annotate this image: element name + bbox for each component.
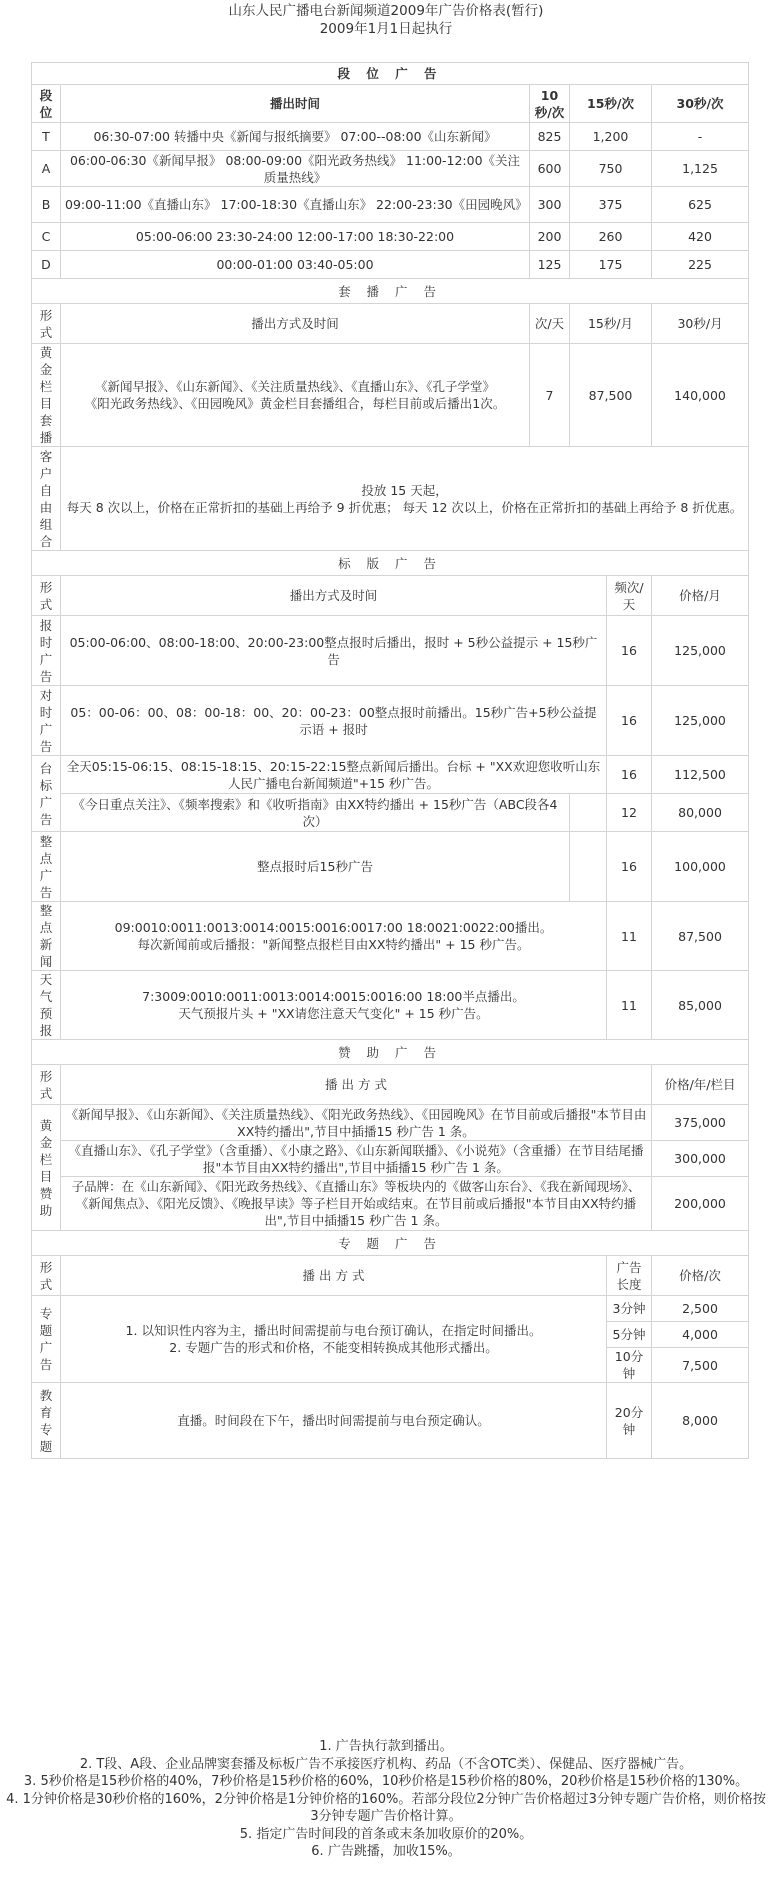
segment-price-10: 300 bbox=[530, 187, 570, 223]
section-header-package: 套 播 广 告 bbox=[32, 279, 749, 304]
segment-price-30: - bbox=[652, 123, 749, 151]
col-airtime: 播出时间 bbox=[61, 85, 530, 123]
segment-time: 00:00-01:00 03:40-05:00 bbox=[61, 251, 530, 279]
weather-line-2: 天气预报片头 + "XX请您注意天气变化" + 15 秒广告。 bbox=[178, 1006, 489, 1021]
hourly-news-price: 87,500 bbox=[652, 902, 749, 971]
segment-price-30: 1,125 bbox=[652, 151, 749, 187]
station-logo-freq-2: 12 bbox=[607, 794, 652, 832]
col-15s-month: 15秒/月 bbox=[570, 304, 652, 344]
section-header-standard: 标 版 广 告 bbox=[32, 551, 749, 576]
station-logo-label: 台 标 广 告 bbox=[32, 756, 61, 832]
segment-price-15: 1,200 bbox=[570, 123, 652, 151]
segment-row bbox=[32, 251, 749, 279]
section-header-feature: 专 题 广 告 bbox=[32, 1231, 749, 1256]
segment-time: 09:00-11:00《直播山东》 17:00-18:30《直播山东》 22:00-23:30《田园晚风》 bbox=[61, 187, 530, 223]
pre-signal-freq: 16 bbox=[607, 686, 652, 756]
station-logo-blank bbox=[570, 794, 607, 832]
time-signal-price: 125,000 bbox=[652, 616, 749, 686]
standard-row bbox=[32, 756, 749, 794]
station-logo-price-1: 112,500 bbox=[652, 756, 749, 794]
weather-freq: 11 bbox=[607, 971, 652, 1040]
time-signal-text: 05:00-06:00、08:00-18:00、20:00-23:00整点报时后播出，报时 + 5秒公益提示 + 15秒广告 bbox=[61, 616, 607, 686]
col-method: 播 出 方 式 bbox=[61, 1065, 652, 1105]
feature-text bbox=[61, 1296, 607, 1383]
col-15s: 15秒/次 bbox=[570, 85, 652, 123]
weather-text bbox=[61, 971, 607, 1040]
col-30s: 30秒/次 bbox=[652, 85, 749, 123]
segment-price-30: 420 bbox=[652, 223, 749, 251]
segment-label: C bbox=[32, 223, 61, 251]
segment-price-15: 175 bbox=[570, 251, 652, 279]
page-title bbox=[0, 2, 772, 38]
package-header-row bbox=[32, 304, 749, 344]
segment-price-10: 825 bbox=[530, 123, 570, 151]
segment-row bbox=[32, 123, 749, 151]
custom-combo-text bbox=[61, 447, 749, 551]
col-form: 形 式 bbox=[32, 1065, 61, 1105]
segment-price-10: 600 bbox=[530, 151, 570, 187]
feature-length: 5分钟 bbox=[607, 1322, 652, 1348]
hourly-news-label: 整 点 新 闻 bbox=[32, 902, 61, 971]
title-line-1: 山东人民广播电台新闻频道2009年广告价格表(暂行) bbox=[228, 3, 544, 19]
golden-package-method bbox=[61, 344, 530, 447]
segment-price-10: 125 bbox=[530, 251, 570, 279]
segment-label: A bbox=[32, 151, 61, 187]
hourly-ad-freq: 16 bbox=[607, 832, 652, 902]
col-segment: 段 位 bbox=[32, 85, 61, 123]
segment-time: 06:00-06:30《新闻早报》 08:00-09:00《阳光政务热线》 11:00-12:00《关注质量热线》 bbox=[61, 151, 530, 187]
section-header-segment: 段 位 广 告 bbox=[32, 63, 749, 85]
segment-price-15: 750 bbox=[570, 151, 652, 187]
notes bbox=[0, 1738, 772, 1861]
title-line-2: 2009年1月1日起执行 bbox=[319, 21, 453, 37]
feature-length: 10分钟 bbox=[607, 1348, 652, 1383]
sponsor-text: 《直播山东》、《孔子学堂》（含重播）、《小康之路》、《山东新闻联播》、《小说苑》（含重播）在节目结尾播报"本节目由XX特约播出",节目中插播15 秒广告 1 条。 bbox=[61, 1141, 652, 1177]
standard-row bbox=[32, 616, 749, 686]
golden-package-15: 87,500 bbox=[570, 344, 652, 447]
segment-row bbox=[32, 151, 749, 187]
col-method: 播 出 方 式 bbox=[61, 1256, 607, 1296]
segment-price-15: 260 bbox=[570, 223, 652, 251]
segment-header-row bbox=[32, 85, 749, 123]
sponsor-row bbox=[32, 1105, 749, 1141]
segment-label: T bbox=[32, 123, 61, 151]
price-table-wrapper bbox=[31, 62, 748, 1459]
standard-row bbox=[32, 686, 749, 756]
golden-package-freq: 7 bbox=[530, 344, 570, 447]
segment-row bbox=[32, 223, 749, 251]
feature-price: 2,500 bbox=[652, 1296, 749, 1322]
education-row bbox=[32, 1383, 749, 1459]
education-label: 教 育 专 题 bbox=[32, 1383, 61, 1459]
segment-time: 05:00-06:00 23:30-24:00 12:00-17:00 18:30-22:00 bbox=[61, 223, 530, 251]
feature-price: 7,500 bbox=[652, 1348, 749, 1383]
weather-price: 85,000 bbox=[652, 971, 749, 1040]
col-method: 播出方式及时间 bbox=[61, 576, 607, 616]
hourly-ad-blank bbox=[570, 832, 607, 902]
sponsor-text: 《新闻早报》、《山东新闻》、《关注质量热线》、《阳光政务热线》、《田园晚风》在节目前或后播报"本节目由XX特约播出",节目中插播15 秒广告 1 条。 bbox=[61, 1105, 652, 1141]
note-item: 4. 1分钟价格是30秒价格的160%，2分钟价格是1分钟价格的160%。若部分段位2分钟广告价格超过3分钟专题广告价格，则价格按3分钟专题广告价格计算。 bbox=[6, 1791, 766, 1824]
golden-package-line-1: 《新闻早报》、《山东新闻》、《关注质量热线》、《直播山东》、《孔子学堂》 bbox=[94, 379, 495, 394]
section-header-sponsor: 赞 助 广 告 bbox=[32, 1040, 749, 1065]
segment-label: B bbox=[32, 187, 61, 223]
price-table bbox=[31, 62, 749, 1459]
col-10s: 10秒/次 bbox=[530, 85, 570, 123]
feature-line-2: 2. 专题广告的形式和价格，不能变相转换成其他形式播出。 bbox=[169, 1340, 498, 1355]
feature-label: 专 题 广 告 bbox=[32, 1296, 61, 1383]
sponsor-price: 300,000 bbox=[652, 1141, 749, 1177]
sponsor-price: 375,000 bbox=[652, 1105, 749, 1141]
hourly-news-text bbox=[61, 902, 607, 971]
golden-package-30: 140,000 bbox=[652, 344, 749, 447]
feature-row bbox=[32, 1296, 749, 1322]
golden-sponsor-label: 黄 金 栏 目 赞 助 bbox=[32, 1105, 61, 1231]
time-signal-label: 报 时 广 告 bbox=[32, 616, 61, 686]
pre-signal-price: 125,000 bbox=[652, 686, 749, 756]
col-freq: 频次/天 bbox=[607, 576, 652, 616]
station-logo-freq-1: 16 bbox=[607, 756, 652, 794]
segment-row bbox=[32, 187, 749, 223]
weather-label: 天 气 预 报 bbox=[32, 971, 61, 1040]
golden-package-label: 黄 金 栏 目 套 播 bbox=[32, 344, 61, 447]
feature-line-1: 1. 以知识性内容为主，播出时间需提前与电台预订确认，在指定时间播出。 bbox=[125, 1323, 542, 1338]
standard-row bbox=[32, 971, 749, 1040]
standard-row bbox=[32, 794, 749, 832]
standard-header-row bbox=[32, 576, 749, 616]
education-text: 直播。时间段在下午，播出时间需提前与电台预定确认。 bbox=[61, 1383, 607, 1459]
education-length: 20分钟 bbox=[607, 1383, 652, 1459]
sponsor-row bbox=[32, 1177, 749, 1231]
col-price-each: 价格/次 bbox=[652, 1256, 749, 1296]
pre-signal-text: 05：00-06：00、08：00-18：00、20：00-23：00整点报时前播出。15秒广告+5秒公益提示语 + 报时 bbox=[61, 686, 607, 756]
package-custom-row bbox=[32, 447, 749, 551]
col-freq: 次/天 bbox=[530, 304, 570, 344]
standard-row bbox=[32, 902, 749, 971]
hourly-news-line-1: 09:0010:0011:0013:0014:0015:0016:0017:00 18:0021:0022:00播出。 bbox=[114, 920, 553, 935]
note-item: 5. 指定广告时间段的首条或末条加收原价的20%。 bbox=[239, 1826, 533, 1842]
note-item: 6. 广告跳播，加收15%。 bbox=[311, 1844, 461, 1859]
golden-package-line-2: 《阳光政务热线》、《田园晚风》黄金栏目套播组合，每栏目前或后播出1次。 bbox=[84, 396, 506, 411]
feature-price: 4,000 bbox=[652, 1322, 749, 1348]
col-30s-month: 30秒/月 bbox=[652, 304, 749, 344]
sponsor-header-row bbox=[32, 1065, 749, 1105]
sponsor-row bbox=[32, 1141, 749, 1177]
note-item: 2. T段、A段、企业品牌窦套播及标板广告不承接医疗机构、药品（不含OTC类）、保健品、医疗器械广告。 bbox=[79, 1756, 693, 1772]
sponsor-price: 200,000 bbox=[652, 1177, 749, 1231]
custom-combo-label: 客 户 自 由 组 合 bbox=[32, 447, 61, 551]
station-logo-text-1: 全天05:15-06:15、08:15-18:15、20:15-22:15整点新闻后播出。台标 + "XX欢迎您收听山东人民广播电台新闻频道"+15 秒广告。 bbox=[61, 756, 607, 794]
col-form: 形 式 bbox=[32, 1256, 61, 1296]
package-golden-row bbox=[32, 344, 749, 447]
col-price-month: 价格/月 bbox=[652, 576, 749, 616]
segment-label: D bbox=[32, 251, 61, 279]
segment-time: 06:30-07:00 转播中央《新闻与报纸摘要》 07:00--08:00《山东新闻》 bbox=[61, 123, 530, 151]
hourly-news-line-2: 每次新闻前或后播报："新闻整点报栏目由XX特约播出" + 15 秒广告。 bbox=[137, 937, 530, 952]
feature-header-row bbox=[32, 1256, 749, 1296]
note-item: 1. 广告执行款到播出。 bbox=[319, 1739, 453, 1754]
hourly-ad-text: 整点报时后15秒广告 bbox=[61, 832, 570, 902]
segment-price-15: 375 bbox=[570, 187, 652, 223]
col-ad-length: 广告长度 bbox=[607, 1256, 652, 1296]
feature-length: 3分钟 bbox=[607, 1296, 652, 1322]
segment-price-30: 225 bbox=[652, 251, 749, 279]
station-logo-price-2: 80,000 bbox=[652, 794, 749, 832]
standard-row bbox=[32, 832, 749, 902]
note-item: 3. 5秒价格是15秒价格的40%，7秒价格是15秒价格的60%，10秒价格是15秒价格的80%，20秒价格是15秒价格的130%。 bbox=[23, 1774, 749, 1789]
weather-line-1: 7:3009:0010:0011:0013:0014:0015:0016:00 18:00半点播出。 bbox=[142, 989, 525, 1004]
education-price: 8,000 bbox=[652, 1383, 749, 1459]
col-form: 形 式 bbox=[32, 576, 61, 616]
sponsor-text: 子品牌：在《山东新闻》、《阳光政务热线》、《直播山东》等板块内的《做客山东台》、《我在新闻现场》、《新闻焦点》、《阳光反馈》、《晚报早读》等子栏目开始或结束。在节目前或后播报"本节目由XX特约播出",节目中插播15 秒广告 1 条。 bbox=[61, 1177, 652, 1231]
station-logo-text-2: 《今日重点关注》、《频率搜索》和《收听指南》由XX特约播出 + 15秒广告（ABC段各4次） bbox=[61, 794, 570, 832]
hourly-ad-label: 整 点 广 告 bbox=[32, 832, 61, 902]
col-price-year: 价格/年/栏目 bbox=[652, 1065, 749, 1105]
hourly-news-freq: 11 bbox=[607, 902, 652, 971]
segment-price-30: 625 bbox=[652, 187, 749, 223]
col-form: 形 式 bbox=[32, 304, 61, 344]
segment-price-10: 200 bbox=[530, 223, 570, 251]
col-method: 播出方式及时间 bbox=[61, 304, 530, 344]
hourly-ad-price: 100,000 bbox=[652, 832, 749, 902]
time-signal-freq: 16 bbox=[607, 616, 652, 686]
custom-combo-line-1: 投放 15 天起， bbox=[361, 482, 448, 498]
custom-combo-line-2: 每天 8 次以上，价格在正常折扣的基础上再给予 9 折优惠； 每天 12 次以上，价格在正常折扣的基础上再给予 8 折优惠。 bbox=[66, 499, 743, 515]
pre-signal-label: 对 时 广 告 bbox=[32, 686, 61, 756]
